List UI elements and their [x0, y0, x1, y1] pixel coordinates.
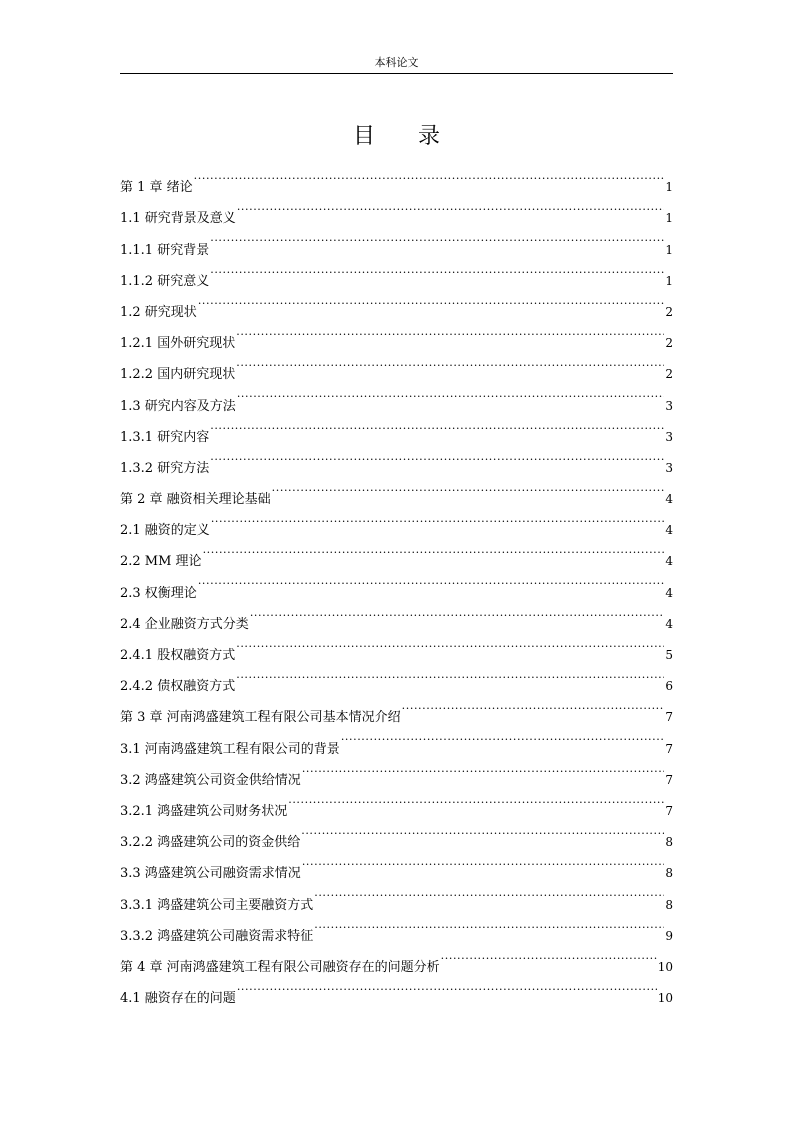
- toc-entry-label: 1.3.1 研究内容: [120, 429, 210, 445]
- toc-entry-label: 第 2 章 融资相关理论基础: [120, 492, 271, 508]
- toc-leader-dots: [194, 160, 665, 191]
- toc-entry-page-number: 1: [665, 211, 673, 226]
- toc-leader-dots: [402, 690, 665, 721]
- toc-entry-label: 1.3 研究内容及方法: [120, 398, 236, 414]
- toc-entry-page-number: 3: [665, 398, 673, 413]
- toc-entry[interactable]: [120, 316, 673, 352]
- toc-entry-page-number: 8: [665, 835, 673, 850]
- toc-entry-page-number: 9: [665, 928, 673, 943]
- toc-entry-page-number: 5: [665, 648, 673, 662]
- toc-entry-label: 2.4.2 债权融资方式: [120, 679, 236, 695]
- toc-entry-label: 3.2 鸿盛建筑公司资金供给情况: [120, 772, 301, 788]
- toc-entry-label: 3.2.2 鸿盛建筑公司的资金供给: [120, 835, 301, 851]
- toc-entry-label: 2.3 权衡理论: [120, 585, 197, 601]
- running-header: 本科论文: [374, 56, 419, 69]
- toc-entry-page-number: 2: [665, 304, 673, 319]
- toc-entry-page-number: 8: [665, 866, 673, 881]
- toc-title: 目 录: [353, 124, 458, 149]
- toc-entry-label: 4.1 融资存在的问题: [120, 991, 236, 1007]
- toc-entry[interactable]: [120, 565, 673, 601]
- toc-entry-label: 1.3.2 研究方法: [120, 460, 210, 476]
- toc-entry[interactable]: [120, 160, 673, 196]
- toc-entry-label: 1.1.2 研究意义: [120, 273, 210, 289]
- toc-entry-page-number: 1: [665, 273, 673, 288]
- toc-entry-label: 2.1 融资的定义: [120, 523, 210, 539]
- toc-leader-dots: [236, 659, 664, 690]
- toc-leader-dots: [237, 378, 665, 409]
- toc-entry-label: 3.1 河南鸿盛建筑工程有限公司的背景: [120, 741, 340, 757]
- toc-leader-dots: [236, 628, 664, 659]
- toc-leader-dots: [237, 971, 657, 1002]
- toc-entry-page-number: 2: [665, 336, 673, 351]
- toc-leader-dots: [272, 472, 665, 503]
- toc-leader-dots: [250, 597, 665, 628]
- table-of-contents: [120, 160, 673, 1007]
- toc-leader-dots: [301, 815, 664, 846]
- toc-leader-dots: [314, 909, 664, 940]
- toc-entry-label: 1.2.2 国内研究现状: [120, 367, 236, 383]
- toc-entry-page-number: 8: [665, 897, 673, 912]
- toc-entry-label: 1.2.1 国外研究现状: [120, 336, 236, 352]
- toc-entry-page-number: 10: [657, 959, 673, 974]
- toc-entry-page-number: 1: [665, 180, 673, 195]
- toc-entry-page-number: 4: [665, 492, 673, 507]
- toc-leader-dots: [210, 410, 664, 441]
- toc-leader-dots: [237, 191, 665, 222]
- toc-leader-dots: [211, 503, 665, 534]
- toc-entry-label: 2.4 企业融资方式分类: [120, 616, 249, 632]
- toc-entry-page-number: 7: [665, 710, 673, 725]
- toc-entry-label: 1.1 研究背景及意义: [120, 211, 236, 227]
- toc-entry-label: 2.2 MM 理论: [120, 554, 202, 570]
- toc-entry-page-number: 4: [665, 523, 673, 538]
- toc-entry-label: 3.2.1 鸿盛建筑公司财务状况: [120, 803, 288, 819]
- toc-entry-label: 第 4 章 河南鸿盛建筑工程有限公司融资存在的问题分析: [120, 959, 440, 975]
- toc-entry-page-number: 6: [665, 679, 673, 694]
- toc-entry-page-number: 3: [665, 429, 673, 444]
- toc-leader-dots: [210, 254, 664, 285]
- toc-leader-dots: [198, 285, 665, 316]
- toc-entry[interactable]: [120, 534, 673, 570]
- toc-entry-page-number: 7: [665, 772, 673, 787]
- toc-entry-page-number: 7: [665, 741, 673, 756]
- toc-entry-label: 3.3.1 鸿盛建筑公司主要融资方式: [120, 897, 314, 913]
- toc-entry[interactable]: [120, 597, 673, 632]
- toc-leader-dots: [236, 347, 664, 378]
- toc-entry-page-number: 4: [665, 554, 673, 569]
- toc-entry-page-number: 4: [665, 616, 673, 631]
- header-rule: [120, 73, 673, 74]
- toc-leader-dots: [441, 940, 657, 971]
- toc-entry-page-number: 3: [665, 460, 673, 475]
- toc-entry[interactable]: [120, 191, 673, 227]
- toc-entry-page-number: 1: [665, 242, 673, 257]
- toc-leader-dots: [302, 753, 665, 784]
- toc-entry-label: 1.2 研究现状: [120, 304, 197, 320]
- toc-leader-dots: [236, 316, 664, 347]
- toc-entry-page-number: 2: [665, 367, 673, 382]
- toc-leader-dots: [198, 565, 665, 596]
- toc-entry-page-number: 4: [665, 585, 673, 600]
- toc-entry-page-number: 7: [665, 803, 673, 818]
- toc-entry-label: 第 3 章 河南鸿盛建筑工程有限公司基本情况介绍: [120, 710, 401, 726]
- toc-entry-label: 2.4.1 股权融资方式: [120, 648, 236, 663]
- toc-entry-label: 第 1 章 绪论: [120, 180, 193, 196]
- toc-leader-dots: [203, 534, 665, 565]
- toc-entry[interactable]: [120, 285, 673, 320]
- toc-leader-dots: [314, 877, 664, 908]
- toc-leader-dots: [341, 721, 665, 752]
- toc-leader-dots: [210, 222, 664, 253]
- toc-entry-label: 3.3 鸿盛建筑公司融资需求情况: [120, 866, 301, 882]
- toc-entry-label: 1.1.1 研究背景: [120, 242, 210, 258]
- toc-leader-dots: [302, 846, 665, 877]
- toc-leader-dots: [288, 784, 664, 815]
- toc-leader-dots: [210, 441, 664, 472]
- toc-entry-page-number: 10: [657, 991, 673, 1006]
- toc-entry-label: 3.3.2 鸿盛建筑公司融资需求特征: [120, 928, 314, 944]
